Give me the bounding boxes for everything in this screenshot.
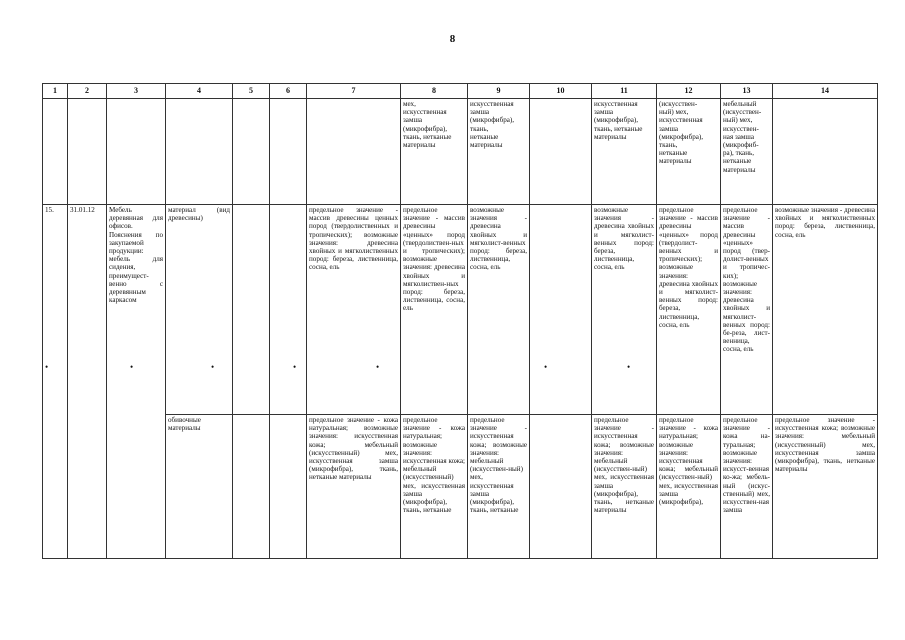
column-header: 8 [401,84,468,99]
page-number: 8 [449,33,456,45]
product-name: Мебель деревянная для офисов. Пояснения по закупаемой продукции: мебель для сидения, преимущест-венно с деревянным каркасом [107,205,166,559]
table-cell: предельное значение - искусственная кожа; возможные значения: мебельный (искусствен-ный) мех, искусственная замша (микрофибра), ткань, нетканые материалы [592,415,657,559]
table-cell: предельное значение - кожа на-туральная; возможные значения: искусст-венная ко-жа; мебель-ный (искус-ственный) мех, искусствен-ная замша [721,415,773,559]
table-cell: мебельный (искусствен- ный) мех, искусствен- ная замша (микрофиб- ра), ткань, нетканые материалы [721,99,773,205]
column-header: 6 [270,84,307,99]
okpd-code: 31.01.12 [68,205,107,559]
table-cell: (искусствен- ный) мех, искусственная замша (микрофибра), ткань, нетканые материалы [657,99,721,205]
characteristic-name: обивочные материалы [166,415,233,559]
table-cell [107,99,166,205]
column-header: 13 [721,84,773,99]
table-cell: предельное значение - массив древесины «ценных» пород (твер-долист-венных и тропичес-ких); возможные значения: древесина хвойных и мягколист-венных пород: бе-реза, лист-венница, сосна, ель [721,205,773,415]
table-cell [68,99,107,205]
stray-mark: • [45,362,49,372]
table-cell [233,415,270,559]
table-cell [270,99,307,205]
table-cell: предельное значение - кожа натуральная; возможные значения: искусственная кожа; мебельный (искусственный) мех, искусственная замша (микрофибра), ткань, нетканые [401,415,468,559]
column-header: 11 [592,84,657,99]
table-cell: возможные значения - древесина хвойных и мягколист-венных пород: береза, лиственница, сосна, ель [468,205,530,415]
table-cell [530,205,592,415]
table-cell [233,99,270,205]
column-header: 14 [773,84,878,99]
requirements-table [42,83,878,559]
continuation-row [43,99,878,205]
table-row [43,205,878,415]
table-row [43,415,878,559]
table-cell: предельное значение - искусственная кожа; возможные значения: мебельный (искусственный) мех, искусственная замша (микрофибра), ткань, нетканые материалы [773,415,878,559]
column-header: 12 [657,84,721,99]
table-cell: предельное значение - массив древесины ценных пород (твердолиственных и тропических); возможные значения: древесина хвойных и мягколиственных пород: береза, лиственница, сосна, ель [307,205,401,415]
table-cell: мех, искусственная замша (микрофибра), ткань, нетканые материалы [401,99,468,205]
table-cell: искусственная замша (микрофибра), ткань, нетканые материалы [592,99,657,205]
stray-mark: • [376,362,380,372]
column-header: 4 [166,84,233,99]
stray-mark: • [130,362,134,372]
column-header: 9 [468,84,530,99]
header-row [43,84,878,99]
characteristic-name: материал (вид древесины) [166,205,233,415]
table-cell: искусственная замша (микрофибра), ткань, нетканые материалы [468,99,530,205]
column-header: 5 [233,84,270,99]
stray-mark: • [627,362,631,372]
table-cell: предельное значение - искусственная кожа; возможные значения: мебельный (искусствен-ный) мех, искусственная замша (микрофибра), ткань, нетканые [468,415,530,559]
column-header: 7 [307,84,401,99]
table-cell: возможные значения - древесина хвойных и мягколист-венных пород: береза, лиственница, сосна, ель [592,205,657,415]
stray-mark: • [544,362,548,372]
table-cell [233,205,270,415]
stray-mark: • [293,362,297,372]
column-header: 2 [68,84,107,99]
column-header: 1 [43,84,68,99]
row-number: 15. [43,205,68,559]
table-cell [773,99,878,205]
table-cell [166,99,233,205]
table-cell [307,99,401,205]
table-cell: возможные значения - древесина хвойных и мягколиственных пород: береза, лиственница, сосна, ель [773,205,878,415]
table-cell [530,415,592,559]
table-cell: предельное значение - массив древесины «ценных» пород (твердолист-венных и тропических); возможные значения: древесина хвойных и мягколист-венных пород: береза, лиственница, сосна, ель [657,205,721,415]
table-cell [530,99,592,205]
stray-mark: • [211,362,215,372]
table-cell [270,205,307,415]
table-cell [43,99,68,205]
table-cell: предельное значение - массив древесины «ценных» пород (твердолиствен-ных и тропических); возможные значения: древесина хвойных и мягколиствен-ных пород: береза, лиственница, сосна, ель [401,205,468,415]
table-cell [270,415,307,559]
column-header: 10 [530,84,592,99]
column-header: 3 [107,84,166,99]
table-cell: предельное значение - кожа натуральная; возможные значения: искусственная кожа; мебельный (искусствен-ный) мех, искусственная замша (микрофибра), [657,415,721,559]
table-cell: предельное значение - кожа натуральная; возможные значения: искусственная кожа; мебельный (искусственный) мех, искусственная замша (микрофибра), ткань, нетканые материалы [307,415,401,559]
